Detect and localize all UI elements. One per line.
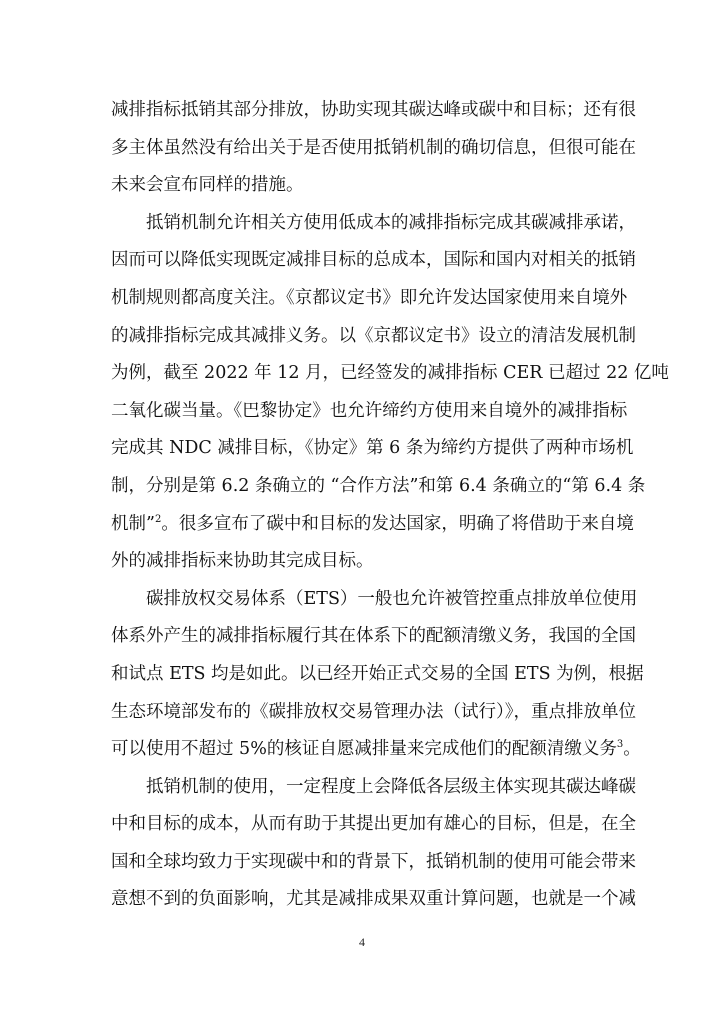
text-segment: 。很多宣布了碳中和目标的发达国家，明确了将借助于来自境 [161,513,634,534]
text-segment: 可以使用不超过 5%的核证自愿减排量来完成他们的配额清缴义务 [111,739,617,760]
text-line-with-footnote [111,506,634,544]
text-line: 未来会宣布同样的措施。 [111,175,304,196]
text-line: 体系外产生的减排指标履行其在体系下的配额清缴义务，我国的全国 [111,626,636,647]
footnote-marker[interactable]: 3 [616,739,624,751]
text-line: 机制规则都高度关注。《京都议定书》即允许发达国家使用来自境外 [111,287,628,308]
text-line: 二氧化碳当量。《巴黎协定》也允许缔约方使用来自境外的减排指标 [111,400,628,421]
text-line: 制，分别是第 6.2 条确立的 “合作方法”和第 6.4 条确立的“第 6.4 条 [111,475,646,496]
paragraph-3 [111,581,644,769]
text-line: 抵销机制的使用，一定程度上会降低各层级主体实现其碳达峰碳 [146,776,636,797]
text-line: 生态环境部发布的《碳排放权交易管理办法（试行）》，重点排放单位 [111,701,636,722]
text-line: 碳排放权交易体系（ETS）一般也允许被管控重点排放单位使用 [146,588,638,609]
text-line: 完成其 NDC 减排目标，《协定》第 6 条为缔约方提供了两种市场机 [111,438,634,459]
text-line: 的减排指标完成其减排义务。以《京都议定书》设立的清洁发展机制 [111,325,636,346]
text-line: 国和全球均致力于实现碳中和的背景下，抵销机制的使用可能会带来 [111,851,636,872]
text-segment: 。 [623,739,641,760]
text-segment: 机制” [111,513,155,534]
text-line: 外的减排指标来协助其完成目标。 [111,551,374,572]
text-line-with-footnote [111,731,641,769]
footnote-marker[interactable]: 2 [154,513,162,525]
body-text [111,92,669,919]
text-line: 意想不到的负面影响，尤其是减排成果双重计算问题，也就是一个减 [111,889,636,910]
paragraph-1 [111,92,636,205]
text-line: 中和目标的成本，从而有助于其提出更加有雄心的目标，但是，在全 [111,814,636,835]
paragraph-2 [111,205,669,581]
text-line: 为例，截至 2022 年 12 月，已经签发的减排指标 CER 已超过 22 亿吨 [111,363,669,384]
text-line: 因而可以降低实现既定减排目标的总成本，国际和国内对相关的抵销 [111,250,636,271]
text-line: 和试点 ETS 均是如此。以已经开始正式交易的全国 ETS 为例，根据 [111,663,644,684]
text-line: 减排指标抵销其部分排放，协助实现其碳达峰或碳中和目标；还有很 [111,100,636,120]
text-line: 抵销机制允许相关方使用低成本的减排指标完成其碳减排承诺， [146,212,636,233]
paragraph-4 [111,769,636,919]
text-line: 多主体虽然没有给出关于是否使用抵销机制的确切信息，但很可能在 [111,137,636,158]
page-number: 4 [359,935,365,949]
